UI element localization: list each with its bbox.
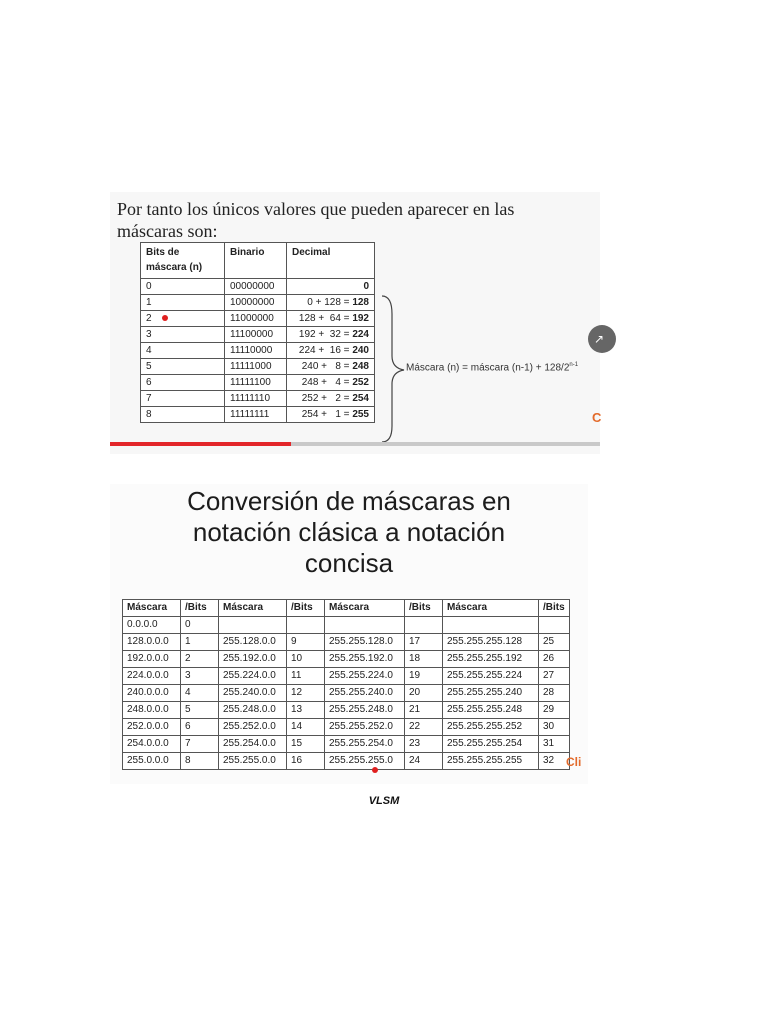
decimal-cell: [287, 295, 375, 311]
table-row: [141, 407, 375, 423]
mask-cell: 254.0.0.0: [123, 736, 181, 753]
bits-cell: 5: [181, 702, 219, 719]
decimal-expression: 0 + 128 =: [307, 297, 353, 308]
bits-cell: 32: [539, 753, 570, 770]
bits-cell: 15: [287, 736, 325, 753]
mask-cell: 255.255.255.0: [325, 753, 405, 770]
decimal-cell: [287, 359, 375, 375]
header-bits: /Bits: [181, 600, 219, 617]
overlay-icon[interactable]: ↗: [588, 325, 616, 353]
intro-line-2: máscaras son:: [117, 221, 218, 241]
mask-cell: 255.255.255.224: [443, 668, 539, 685]
mask-bits-table: [140, 242, 375, 423]
bits-value: 5: [146, 361, 152, 372]
mask-cell: 252.0.0.0: [123, 719, 181, 736]
bits-cell: 30: [539, 719, 570, 736]
mask-cell: 255.255.192.0: [325, 651, 405, 668]
decimal-expression: 240 + 8 =: [301, 361, 353, 372]
decimal-expression: 254 + 1 =: [301, 409, 353, 420]
table-row: [141, 359, 375, 375]
header-mask: Máscara: [325, 600, 405, 617]
mask-cell: 255.128.0.0: [219, 634, 287, 651]
bits-cell: 6: [181, 719, 219, 736]
decimal-expression: 248 + 4 =: [301, 377, 353, 388]
bits-cell: 14: [287, 719, 325, 736]
header-bits-line1: Bits de: [146, 247, 180, 258]
mask-cell: [219, 617, 287, 634]
mask-cell: 255.255.248.0: [325, 702, 405, 719]
bits-cell: 28: [539, 685, 570, 702]
binary-cell: 11110000: [225, 343, 287, 359]
bits-cell: 23: [405, 736, 443, 753]
bits-value: 8: [146, 409, 152, 420]
mask-formula: [406, 362, 578, 373]
header-bits: [141, 243, 225, 279]
watermark-logo: Cli: [566, 755, 582, 769]
bits-cell: 11: [287, 668, 325, 685]
video-progress-bar[interactable]: [110, 442, 600, 446]
bits-cell: 0: [181, 617, 219, 634]
bits-cell: [141, 279, 225, 295]
mask-conversion-slide: [110, 484, 588, 784]
mask-cell: 255.255.254.0: [325, 736, 405, 753]
slide-intro-text: [117, 198, 587, 242]
binary-cell: 11000000: [225, 311, 287, 327]
bits-value: 7: [146, 393, 152, 404]
table-row: [141, 279, 375, 295]
binary-cell: 00000000: [225, 279, 287, 295]
bits-cell: 8: [181, 753, 219, 770]
bits-cell: 16: [287, 753, 325, 770]
mask-cell: 255.255.255.240: [443, 685, 539, 702]
bits-cell: [141, 359, 225, 375]
binary-cell: 11100000: [225, 327, 287, 343]
table-row: [123, 736, 570, 753]
table-row: [141, 375, 375, 391]
bits-cell: 19: [405, 668, 443, 685]
page-caption: VLSM: [368, 795, 400, 807]
cursor-dot: [162, 315, 168, 321]
mask-cell: 0.0.0.0: [123, 617, 181, 634]
mask-cell: 255.255.224.0: [325, 668, 405, 685]
bits-value: 6: [146, 377, 152, 388]
mask-cell: 255.254.0.0: [219, 736, 287, 753]
mask-cell: 255.192.0.0: [219, 651, 287, 668]
bits-cell: 25: [539, 634, 570, 651]
bits-cell: 26: [539, 651, 570, 668]
table-header-row: [123, 600, 570, 617]
mask-cell: 255.252.0.0: [219, 719, 287, 736]
binary-cell: 11111100: [225, 375, 287, 391]
decimal-result: 240: [352, 345, 369, 356]
decimal-cell: [287, 407, 375, 423]
bits-value: 3: [146, 329, 152, 340]
title-line-1: Conversión de máscaras en: [187, 486, 511, 516]
bits-cell: 22: [405, 719, 443, 736]
bits-cell: [141, 391, 225, 407]
mask-cell: 255.248.0.0: [219, 702, 287, 719]
decimal-cell: [287, 279, 375, 295]
bits-value: 0: [146, 281, 152, 292]
mask-cell: 255.240.0.0: [219, 685, 287, 702]
mask-cell: [443, 617, 539, 634]
mask-cell: 255.255.128.0: [325, 634, 405, 651]
table-row: [141, 295, 375, 311]
table-row: [141, 391, 375, 407]
bits-cell: 24: [405, 753, 443, 770]
bits-cell: 31: [539, 736, 570, 753]
table-row: [141, 327, 375, 343]
mask-cell: 255.224.0.0: [219, 668, 287, 685]
mask-cell: 248.0.0.0: [123, 702, 181, 719]
mask-cell: 255.255.252.0: [325, 719, 405, 736]
decimal-cell: [287, 343, 375, 359]
cursor-dot: [372, 767, 378, 773]
bits-cell: 9: [287, 634, 325, 651]
table-row: [141, 311, 375, 327]
bits-cell: 17: [405, 634, 443, 651]
video-progress-fill: [110, 442, 291, 446]
binary-cell: 11111111: [225, 407, 287, 423]
slide-title: [110, 486, 588, 579]
bits-cell: [141, 407, 225, 423]
binary-cell: 10000000: [225, 295, 287, 311]
decimal-result: 128: [352, 297, 369, 308]
bits-cell: 21: [405, 702, 443, 719]
header-bits-line2: máscara (n): [146, 262, 203, 273]
decimal-cell: [287, 327, 375, 343]
header-bits: /Bits: [287, 600, 325, 617]
header-decimal: Decimal: [287, 243, 375, 279]
decimal-result: 248: [352, 361, 369, 372]
mask-cell: 255.255.255.252: [443, 719, 539, 736]
bits-cell: 4: [181, 685, 219, 702]
table-row: [123, 634, 570, 651]
mask-cell: 255.255.255.128: [443, 634, 539, 651]
masks-values-slide: [110, 192, 605, 454]
bits-cell: [141, 327, 225, 343]
bits-value: 1: [146, 297, 152, 308]
mask-cell: 224.0.0.0: [123, 668, 181, 685]
mask-cell: 255.255.0.0: [219, 753, 287, 770]
bits-cell: 13: [287, 702, 325, 719]
header-mask: Máscara: [219, 600, 287, 617]
title-line-3: concisa: [304, 548, 394, 578]
bits-value: 4: [146, 345, 152, 356]
formula-text: Máscara (n) = máscara (n-1) + 128/2: [406, 362, 570, 374]
decimal-cell: [287, 311, 375, 327]
decimal-result: 0: [363, 281, 369, 292]
bits-cell: [141, 295, 225, 311]
mask-cell: [325, 617, 405, 634]
header-mask: Máscara: [443, 600, 539, 617]
bits-cell: 12: [287, 685, 325, 702]
decimal-result: 192: [352, 313, 369, 324]
title-line-2: notación clásica a notación: [192, 517, 506, 547]
bits-cell: [141, 375, 225, 391]
bits-cell: 27: [539, 668, 570, 685]
decimal-expression: 192 + 32 =: [298, 329, 353, 340]
mask-cell: 255.255.255.255: [443, 753, 539, 770]
header-mask: Máscara: [123, 600, 181, 617]
bits-cell: 10: [287, 651, 325, 668]
bits-cell: 7: [181, 736, 219, 753]
bits-cell: [539, 617, 570, 634]
mask-cell: 255.0.0.0: [123, 753, 181, 770]
decimal-cell: [287, 375, 375, 391]
binary-cell: 11111000: [225, 359, 287, 375]
table-row: [123, 702, 570, 719]
decimal-cell: [287, 391, 375, 407]
decimal-expression: 128 + 64 =: [298, 313, 353, 324]
table-row: [123, 719, 570, 736]
header-binary: Binario: [225, 243, 287, 279]
mask-conversion-table: [122, 599, 570, 770]
table-header-row: [141, 243, 375, 279]
mask-cell: 255.255.255.192: [443, 651, 539, 668]
mask-cell: 192.0.0.0: [123, 651, 181, 668]
table-row: [141, 343, 375, 359]
mask-cell: 240.0.0.0: [123, 685, 181, 702]
bits-cell: 1: [181, 634, 219, 651]
bits-cell: [141, 311, 225, 327]
bits-cell: [405, 617, 443, 634]
bits-value: 2: [146, 313, 152, 324]
header-bits: /Bits: [539, 600, 570, 617]
bits-cell: [287, 617, 325, 634]
formula-exponent: n-1: [569, 362, 579, 368]
decimal-expression: 252 + 2 =: [301, 393, 353, 404]
bits-cell: 29: [539, 702, 570, 719]
mask-cell: 255.255.255.248: [443, 702, 539, 719]
table-row: [123, 651, 570, 668]
mask-cell: 255.255.240.0: [325, 685, 405, 702]
bits-cell: 20: [405, 685, 443, 702]
bits-cell: [141, 343, 225, 359]
decimal-result: 255: [352, 409, 369, 420]
mask-cell: 128.0.0.0: [123, 634, 181, 651]
header-bits: /Bits: [405, 600, 443, 617]
mask-cell: 255.255.255.254: [443, 736, 539, 753]
intro-line-1: Por tanto los únicos valores que pueden aparecer en las: [117, 199, 515, 219]
decimal-result: 254: [352, 393, 369, 404]
decimal-expression: 224 + 16 =: [298, 345, 353, 356]
decimal-result: 224: [352, 329, 369, 340]
table-row: [123, 668, 570, 685]
table-row: [123, 617, 570, 634]
bits-cell: 3: [181, 668, 219, 685]
table-row: [123, 753, 570, 770]
bits-cell: 18: [405, 651, 443, 668]
decimal-result: 252: [352, 377, 369, 388]
binary-cell: 11111110: [225, 391, 287, 407]
bits-cell: 2: [181, 651, 219, 668]
watermark-logo: C: [592, 410, 602, 425]
table-row: [123, 685, 570, 702]
